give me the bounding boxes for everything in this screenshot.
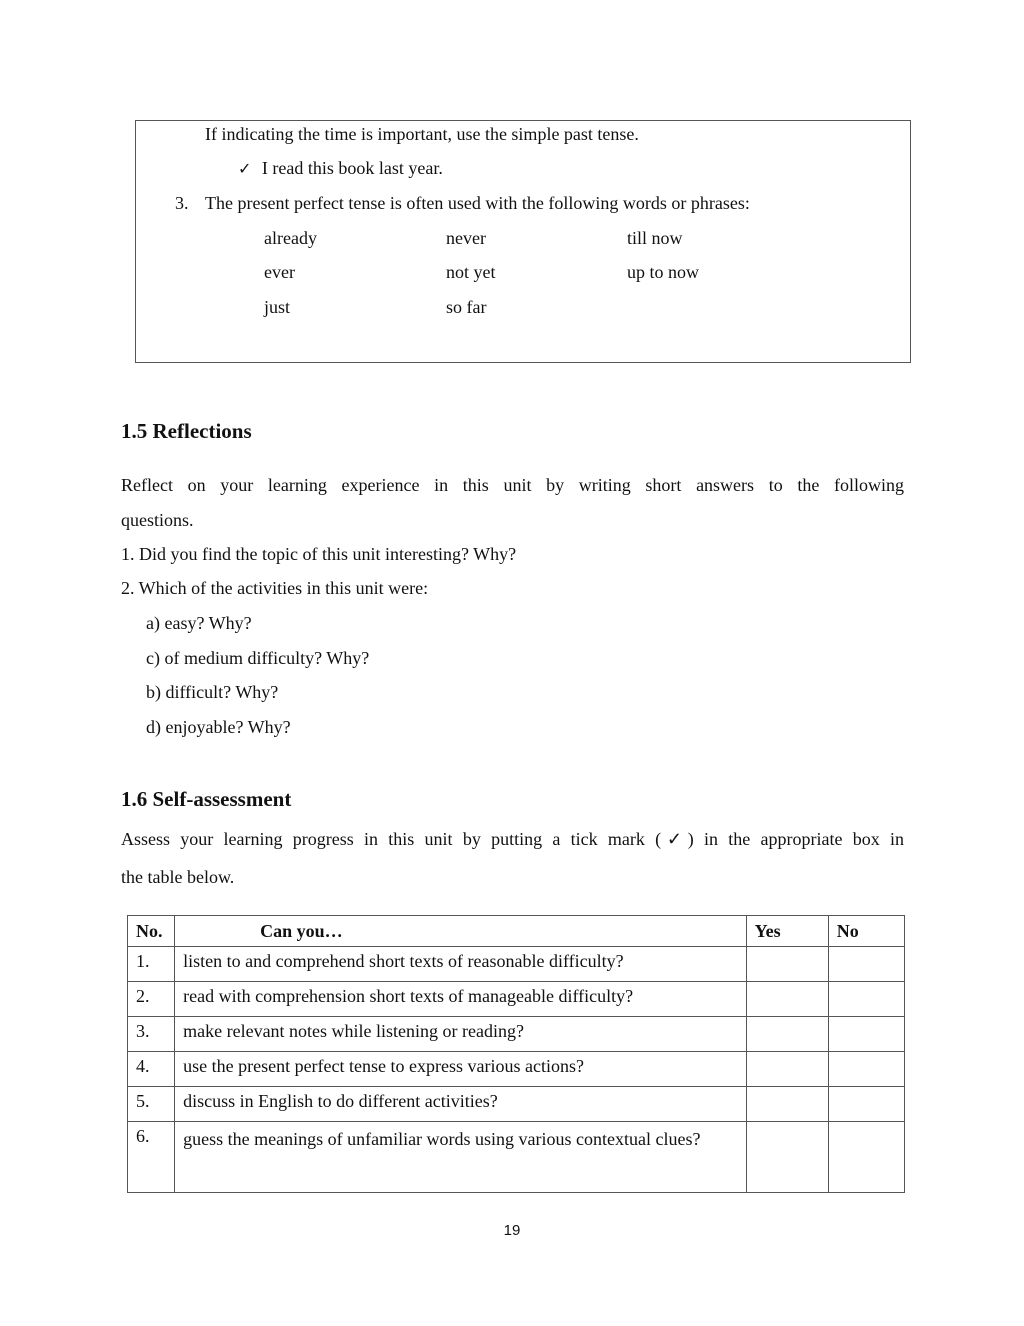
row-number: 3. <box>128 1017 175 1052</box>
word-cell: just <box>264 297 291 317</box>
yes-tick-box[interactable] <box>746 1087 828 1122</box>
table-row <box>128 982 905 1017</box>
row-question: listen to and comprehend short texts of reasonable difficulty? <box>175 947 746 982</box>
table-header-row <box>128 916 905 947</box>
word-cell: never <box>446 228 486 248</box>
table-row <box>128 947 905 982</box>
self-assessment-table <box>127 915 905 1193</box>
page-number: 19 <box>503 1222 521 1239</box>
row-number: 4. <box>128 1052 175 1087</box>
self-assessment-heading: 1.6 Self-assessment <box>121 787 292 811</box>
reflection-subquestion: b) difficult? Why? <box>146 682 279 702</box>
note-line: If indicating the time is important, use the simple past tense. <box>205 124 639 144</box>
yes-tick-box[interactable] <box>746 1017 828 1052</box>
row-number: 2. <box>128 982 175 1017</box>
list-item-text: The present perfect tense is often used with the following words or phrases: <box>205 193 750 213</box>
reflection-question-2: 2. Which of the activities in this unit were: <box>121 578 429 598</box>
example-text: I read this book last year. <box>261 158 443 178</box>
example-line <box>238 157 443 180</box>
row-question: read with comprehension short texts of manageable difficulty? <box>175 982 746 1017</box>
no-tick-box[interactable] <box>828 982 904 1017</box>
yes-tick-box[interactable] <box>746 1122 828 1193</box>
no-tick-box[interactable] <box>828 1052 904 1087</box>
word-cell: ever <box>264 262 295 282</box>
reflection-subquestion: d) enjoyable? Why? <box>146 717 291 737</box>
reflections-heading: 1.5 Reflections <box>121 419 252 443</box>
header-can-you: Can you… <box>175 916 746 947</box>
word-cell: already <box>264 228 317 248</box>
reflections-intro-cont: questions. <box>121 510 194 530</box>
row-number: 5. <box>128 1087 175 1122</box>
word-cell: not yet <box>446 262 496 282</box>
yes-tick-box[interactable] <box>746 1052 828 1087</box>
table-row <box>128 1052 905 1087</box>
table-row <box>128 1087 905 1122</box>
word-cell: till now <box>627 228 683 248</box>
reflection-subquestion: c) of medium difficulty? Why? <box>146 648 370 668</box>
header-no: No. <box>128 916 175 947</box>
header-no-answer: No <box>828 916 904 947</box>
list-item-number: 3. <box>175 193 189 213</box>
checkmark-icon: ✓ <box>238 159 252 178</box>
word-cell: so far <box>446 297 487 317</box>
self-assessment-intro: Assess your learning progress in this unit by putting a tick mark (✓) in the appropriate box in <box>121 829 904 849</box>
table-row <box>128 1017 905 1052</box>
table-row <box>128 1122 905 1193</box>
no-tick-box[interactable] <box>828 1122 904 1193</box>
self-assessment-intro-cont: the table below. <box>121 867 235 887</box>
yes-tick-box[interactable] <box>746 947 828 982</box>
reflections-intro: Reflect on your learning experience in this unit by writing short answers to the following <box>121 475 904 495</box>
row-number: 6. <box>128 1122 175 1193</box>
no-tick-box[interactable] <box>828 1087 904 1122</box>
reflection-question-1: 1. Did you find the topic of this unit interesting? Why? <box>121 544 517 564</box>
row-question: make relevant notes while listening or reading? <box>175 1017 746 1052</box>
row-question: guess the meanings of unfamiliar words using various contextual clues? <box>175 1122 746 1193</box>
row-question: discuss in English to do different activities? <box>175 1087 746 1122</box>
no-tick-box[interactable] <box>828 1017 904 1052</box>
no-tick-box[interactable] <box>828 947 904 982</box>
header-yes: Yes <box>746 916 828 947</box>
row-number: 1. <box>128 947 175 982</box>
row-question: use the present perfect tense to express various actions? <box>175 1052 746 1087</box>
yes-tick-box[interactable] <box>746 982 828 1017</box>
reflection-subquestion: a) easy? Why? <box>146 613 252 633</box>
word-cell: up to now <box>627 262 699 282</box>
